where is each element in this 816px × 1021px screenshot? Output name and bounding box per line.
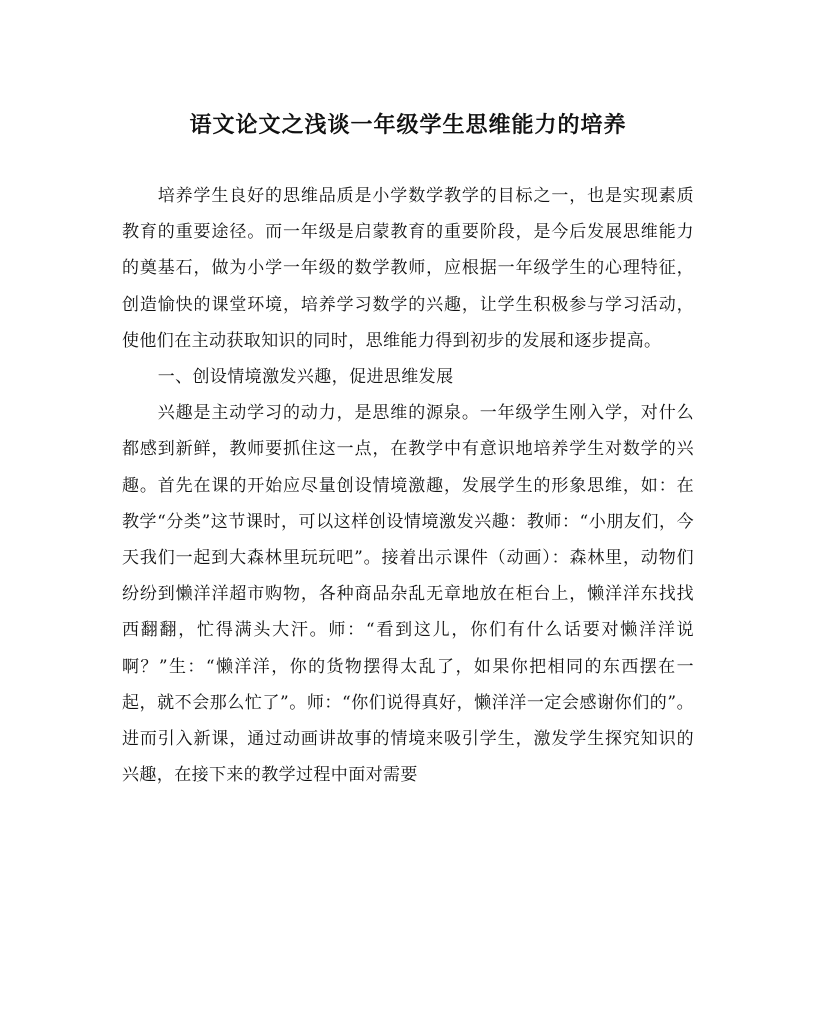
- document-title: 语文论文之浅谈一年级学生思维能力的培养: [189, 112, 627, 138]
- intro-paragraph: 培养学生良好的思维品质是小学数学教学的目标之一，也是实现素质教育的重要途径。而一年级是启蒙教育的重要阶段，是今后发展思维能力的奠基石，做为小学一年级的数学教师，应根据一年级学生的心理特征，创造愉快的课堂环境，培养学习数学的兴趣，让学生积极参与学习活动，使他们在主动获取知识的同时，思维能力得到初步的发展和逐步提高。: [122, 186, 694, 351]
- section-heading: 一、创设情境激发兴趣，促进思维发展: [157, 367, 454, 388]
- document-body: [122, 178, 694, 793]
- section-paragraph: 兴趣是主动学习的动力，是思维的源泉。一年级学生刚入学，对什么都感到新鲜，教师要抓住这一点，在教学中有意识地培养学生对数学的兴趣。首先在课的开始应尽量创设情境激趣，发展学生的形象思维，如：在教学“分类”这节课时，可以这样创设情境激发兴趣：教师：“小朋友们，今天我们一起到大森林里玩玩吧”。接着出示课件（动画）：森林里，动物们纷纷到懒洋洋超市购物，各种商品杂乱无章地放在柜台上，懒洋洋东找找西翻翻，忙得满头大汗。师：“看到这儿，你们有什么话要对懒洋洋说啊？”生：“懒洋洋，你的货物摆得太乱了，如果你把相同的东西摆在一起，就不会那么忙了”。师：“你们说得真好，懒洋洋一定会感谢你们的”。进而引入新课，通过动画讲故事的情境来吸引学生，激发学生探究知识的兴趣，在接下来的教学过程中面对需要: [122, 403, 694, 786]
